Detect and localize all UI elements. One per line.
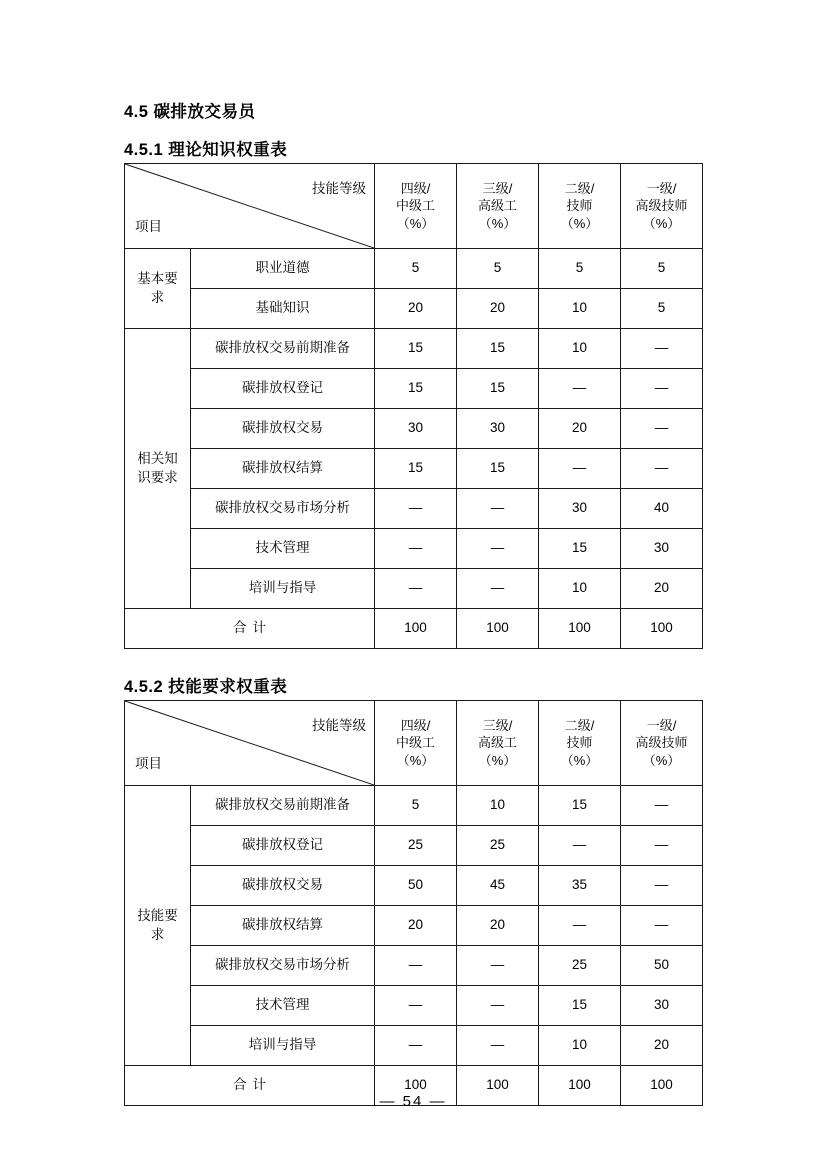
header-grade-label: 技能等级 <box>312 718 366 733</box>
total-label-cell: 合计 <box>125 609 375 649</box>
page-number: — 54 — <box>379 1093 447 1110</box>
table-row <box>125 409 703 449</box>
value-cell: 15 <box>375 329 457 369</box>
skill-weight-table <box>124 700 703 1106</box>
value-cell: — <box>457 986 539 1026</box>
value-cell: — <box>457 529 539 569</box>
value-cell: — <box>621 449 703 489</box>
total-value-cell: 100 <box>375 609 457 649</box>
value-cell: — <box>457 569 539 609</box>
value-cell: — <box>621 786 703 826</box>
item-cell: 碳排放权结算 <box>191 906 375 946</box>
value-cell: 15 <box>539 986 621 1026</box>
value-cell: 10 <box>539 329 621 369</box>
table-row <box>125 249 703 289</box>
table-row <box>125 906 703 946</box>
value-cell: — <box>457 946 539 986</box>
diagonal-divider <box>125 164 374 248</box>
table-row <box>125 449 703 489</box>
value-cell: — <box>457 1026 539 1066</box>
value-cell: 15 <box>457 369 539 409</box>
value-cell: — <box>539 906 621 946</box>
value-cell: 20 <box>539 409 621 449</box>
item-cell: 碳排放权登记 <box>191 369 375 409</box>
value-cell: — <box>457 489 539 529</box>
value-cell: 30 <box>375 409 457 449</box>
value-cell: 5 <box>375 786 457 826</box>
table-row <box>125 489 703 529</box>
header-grade-label: 技能等级 <box>312 181 366 196</box>
value-cell: — <box>621 329 703 369</box>
value-cell: 30 <box>621 986 703 1026</box>
value-cell: 30 <box>457 409 539 449</box>
table-row <box>125 569 703 609</box>
table-row <box>125 946 703 986</box>
value-cell: 15 <box>539 529 621 569</box>
item-cell: 基础知识 <box>191 289 375 329</box>
value-cell: 20 <box>621 569 703 609</box>
value-cell: 10 <box>539 1026 621 1066</box>
value-cell: 20 <box>457 906 539 946</box>
value-cell: — <box>539 449 621 489</box>
item-cell: 碳排放权交易 <box>191 866 375 906</box>
total-value-cell: 100 <box>621 1066 703 1106</box>
value-cell: — <box>621 826 703 866</box>
value-cell: 20 <box>375 906 457 946</box>
value-cell: 5 <box>457 249 539 289</box>
table-row <box>125 786 703 826</box>
value-cell: 5 <box>621 249 703 289</box>
header-item-label: 项目 <box>135 218 162 234</box>
value-cell: 15 <box>375 449 457 489</box>
value-cell: 5 <box>375 249 457 289</box>
value-cell: 10 <box>539 289 621 329</box>
value-cell: 30 <box>621 529 703 569</box>
value-cell: 25 <box>457 826 539 866</box>
column-header-level-3: 三级/ 高级工 （%） <box>457 701 539 786</box>
section-heading-4-5: 4.5 碳排放交易员 <box>124 103 256 121</box>
column-header-level-1: 一级/ 高级技师 （%） <box>621 164 703 249</box>
value-cell: 10 <box>457 786 539 826</box>
item-cell: 碳排放权交易前期准备 <box>191 786 375 826</box>
column-header-level-2: 二级/ 技师 （%） <box>539 164 621 249</box>
column-header-level-4: 四级/ 中级工 （%） <box>375 164 457 249</box>
item-cell: 碳排放权交易 <box>191 409 375 449</box>
value-cell: — <box>375 529 457 569</box>
item-cell: 碳排放权结算 <box>191 449 375 489</box>
value-cell: 50 <box>621 946 703 986</box>
diagonal-divider <box>125 701 374 785</box>
header-item-label: 项目 <box>135 755 162 771</box>
header-diagonal-cell <box>125 164 375 249</box>
total-value-cell: 100 <box>457 1066 539 1106</box>
table-row <box>125 329 703 369</box>
total-value-cell: 100 <box>539 1066 621 1106</box>
total-value-cell: 100 <box>621 609 703 649</box>
category-cell-basic: 基本要 求 <box>125 249 191 329</box>
value-cell: — <box>621 409 703 449</box>
value-cell: — <box>621 369 703 409</box>
subsection-heading-4-5-2: 4.5.2 技能要求权重表 <box>124 678 288 696</box>
table-header-row <box>125 701 703 786</box>
item-cell: 碳排放权登记 <box>191 826 375 866</box>
value-cell: 35 <box>539 866 621 906</box>
column-header-level-3: 三级/ 高级工 （%） <box>457 164 539 249</box>
total-label-cell: 合计 <box>125 1066 375 1106</box>
value-cell: 30 <box>539 489 621 529</box>
value-cell: 25 <box>539 946 621 986</box>
column-header-level-2: 二级/ 技师 （%） <box>539 701 621 786</box>
value-cell: 15 <box>539 786 621 826</box>
value-cell: 25 <box>375 826 457 866</box>
table-header-row <box>125 164 703 249</box>
item-cell: 培训与指导 <box>191 569 375 609</box>
value-cell: 15 <box>457 329 539 369</box>
header-diagonal-cell <box>125 701 375 786</box>
value-cell: 15 <box>457 449 539 489</box>
table-row <box>125 986 703 1026</box>
column-header-level-4: 四级/ 中级工 （%） <box>375 701 457 786</box>
value-cell: 45 <box>457 866 539 906</box>
item-cell: 职业道德 <box>191 249 375 289</box>
value-cell: — <box>621 866 703 906</box>
value-cell: — <box>375 489 457 529</box>
value-cell: 15 <box>375 369 457 409</box>
table-row <box>125 289 703 329</box>
value-cell: 20 <box>621 1026 703 1066</box>
item-cell: 技术管理 <box>191 529 375 569</box>
value-cell: — <box>375 569 457 609</box>
value-cell: 50 <box>375 866 457 906</box>
column-header-level-1: 一级/ 高级技师 （%） <box>621 701 703 786</box>
value-cell: — <box>539 826 621 866</box>
value-cell: 10 <box>539 569 621 609</box>
value-cell: — <box>375 946 457 986</box>
table-row <box>125 866 703 906</box>
value-cell: 5 <box>539 249 621 289</box>
item-cell: 碳排放权交易市场分析 <box>191 489 375 529</box>
table-row <box>125 826 703 866</box>
value-cell: — <box>539 369 621 409</box>
category-cell-skill-requirement: 技能要 求 <box>125 786 191 1066</box>
total-value-cell: 100 <box>539 609 621 649</box>
subsection-heading-4-5-1: 4.5.1 理论知识权重表 <box>124 141 288 159</box>
category-cell-related-knowledge: 相关知 识要求 <box>125 329 191 609</box>
knowledge-weight-table <box>124 163 703 649</box>
total-value-cell: 100 <box>375 1066 457 1106</box>
item-cell: 技术管理 <box>191 986 375 1026</box>
value-cell: 20 <box>457 289 539 329</box>
total-value-cell: 100 <box>457 609 539 649</box>
value-cell: 20 <box>375 289 457 329</box>
item-cell: 碳排放权交易市场分析 <box>191 946 375 986</box>
table-row <box>125 369 703 409</box>
item-cell: 培训与指导 <box>191 1026 375 1066</box>
item-cell: 碳排放权交易前期准备 <box>191 329 375 369</box>
value-cell: — <box>375 986 457 1026</box>
table-row <box>125 1026 703 1066</box>
value-cell: — <box>375 1026 457 1066</box>
table-row <box>125 529 703 569</box>
table-total-row <box>125 609 703 649</box>
value-cell: — <box>621 906 703 946</box>
value-cell: 40 <box>621 489 703 529</box>
value-cell: 5 <box>621 289 703 329</box>
